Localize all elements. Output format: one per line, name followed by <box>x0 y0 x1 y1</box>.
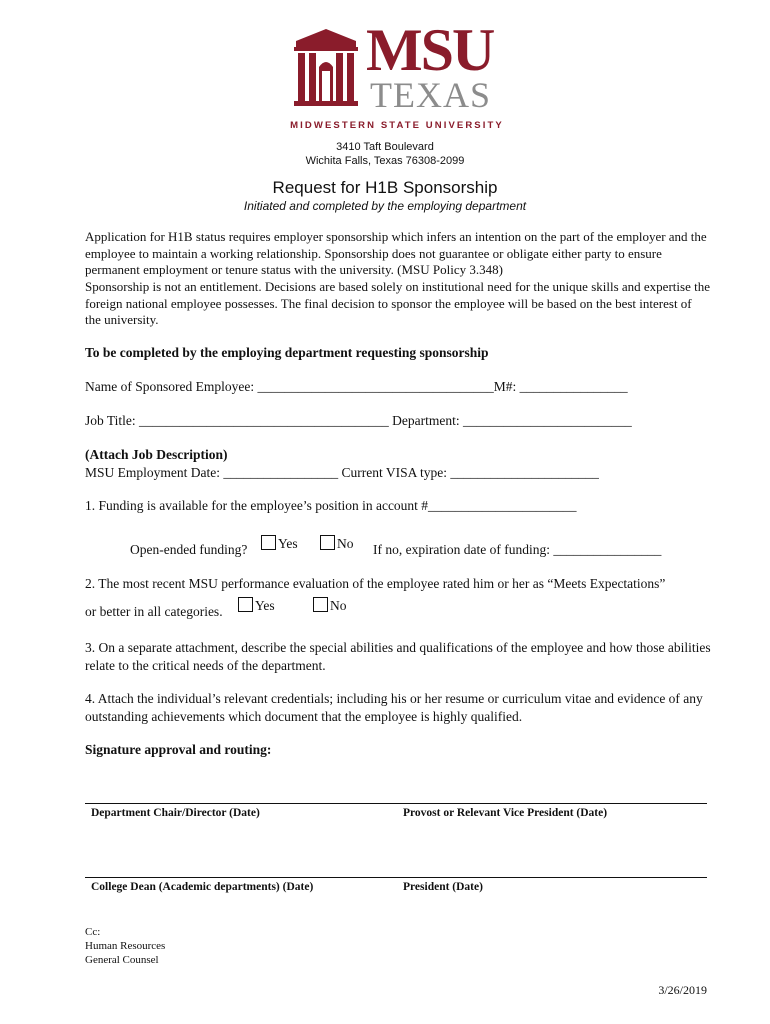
open-ended-yes-label: Yes <box>278 536 298 551</box>
dept-chair-signature-label: Department Chair/Director (Date) <box>91 807 260 819</box>
open-ended-no-label: No <box>337 536 354 551</box>
open-ended-no-option[interactable] <box>320 535 354 552</box>
open-ended-funding-label: Open-ended funding? <box>130 542 248 557</box>
employment-date-label: MSU Employment Date: _________________ <box>85 465 339 480</box>
address-line-1: 3410 Taft Boulevard <box>336 141 434 153</box>
department-label: Department: _________________________ <box>392 413 632 428</box>
attach-job-description-note: (Attach Job Description) <box>85 447 228 462</box>
president-signature-label: President (Date) <box>403 881 483 893</box>
employee-name-label: Name of Sponsored Employee: ___________________________________ <box>85 379 494 394</box>
evaluation-no-label: No <box>330 598 347 613</box>
form-subtitle: Initiated and completed by the employing department <box>243 199 527 213</box>
evaluation-no-option[interactable] <box>313 597 347 614</box>
provost-signature-label: Provost or Relevant Vice President (Date) <box>403 807 608 819</box>
cc-human-resources: Human Resources <box>85 940 166 952</box>
intro-paragraph-2: Sponsorship is not an entitlement. Decisions are based solely on institutional need for the unique skills and expertise the foreign national employee possesses. The final decision to sponsor the employee will be based on the best interest of the university. <box>85 279 710 327</box>
evaluation-yes-option[interactable] <box>238 597 275 614</box>
signature-heading: Signature approval and routing: <box>85 742 272 757</box>
open-ended-no-checkbox[interactable] <box>320 535 335 550</box>
evaluation-yes-checkbox[interactable] <box>238 597 253 612</box>
m-number-label: M#: ________________ <box>493 379 628 394</box>
address-line-2: Wichita Falls, Texas 76308-2099 <box>305 155 465 167</box>
expiration-date-field[interactable]: If no, expiration date of funding: ________________ <box>373 542 662 557</box>
dean-signature-label: College Dean (Academic departments) (Date) <box>91 881 314 893</box>
signature-line-1 <box>85 803 707 804</box>
item-4-text: 4. Attach the individual’s relevant credentials; including his or her resume or curriculum vitae and evidence of any outstanding achievements which document that the employee is highly qualified. <box>85 691 703 724</box>
evaluation-line-2: or better in all categories. <box>85 604 223 619</box>
cc-general-counsel: General Counsel <box>85 954 159 966</box>
job-title-label: Job Title: _____________________________________ <box>85 413 389 428</box>
section-heading: To be completed by the employing department requesting sponsorship <box>85 345 489 360</box>
cc-label: Cc: <box>85 926 101 938</box>
visa-type-label: Current VISA type: ______________________ <box>341 465 599 480</box>
item-3-text: 3. On a separate attachment, describe the special abilities and qualifications of the employee and how those abilities relate to the critical needs of the department. <box>85 640 711 673</box>
open-ended-yes-checkbox[interactable] <box>261 535 276 550</box>
employment-date-field[interactable] <box>85 465 599 481</box>
job-title-field[interactable] <box>85 413 632 429</box>
logo-texas-text: TEXAS <box>370 75 491 115</box>
employee-name-field[interactable] <box>85 379 628 395</box>
intro-paragraph-1: Application for H1B status requires employer sponsorship which infers an intention on the part of the employer and the employee to maintain a working relationship. Sponsorship does not guarantee or obligate either party to ensure permanent employment or tenure status with the university. (MSU Policy 3.348) <box>85 229 707 277</box>
evaluation-line-1: 2. The most recent MSU performance evaluation of the employee rated him or her as “Meets Expectations” <box>85 576 666 591</box>
signature-line-2 <box>85 877 707 878</box>
funding-account-field[interactable]: 1. Funding is available for the employee’s position in account #______________________ <box>85 498 577 513</box>
document-date: 3/26/2019 <box>658 983 707 997</box>
logo-university-text: MIDWESTERN STATE UNIVERSITY <box>290 120 504 131</box>
evaluation-no-checkbox[interactable] <box>313 597 328 612</box>
evaluation-yes-label: Yes <box>255 598 275 613</box>
logo-msu-text: MSU <box>366 17 494 83</box>
open-ended-yes-option[interactable] <box>261 535 298 552</box>
form-title: Request for H1B Sponsorship <box>272 178 498 197</box>
